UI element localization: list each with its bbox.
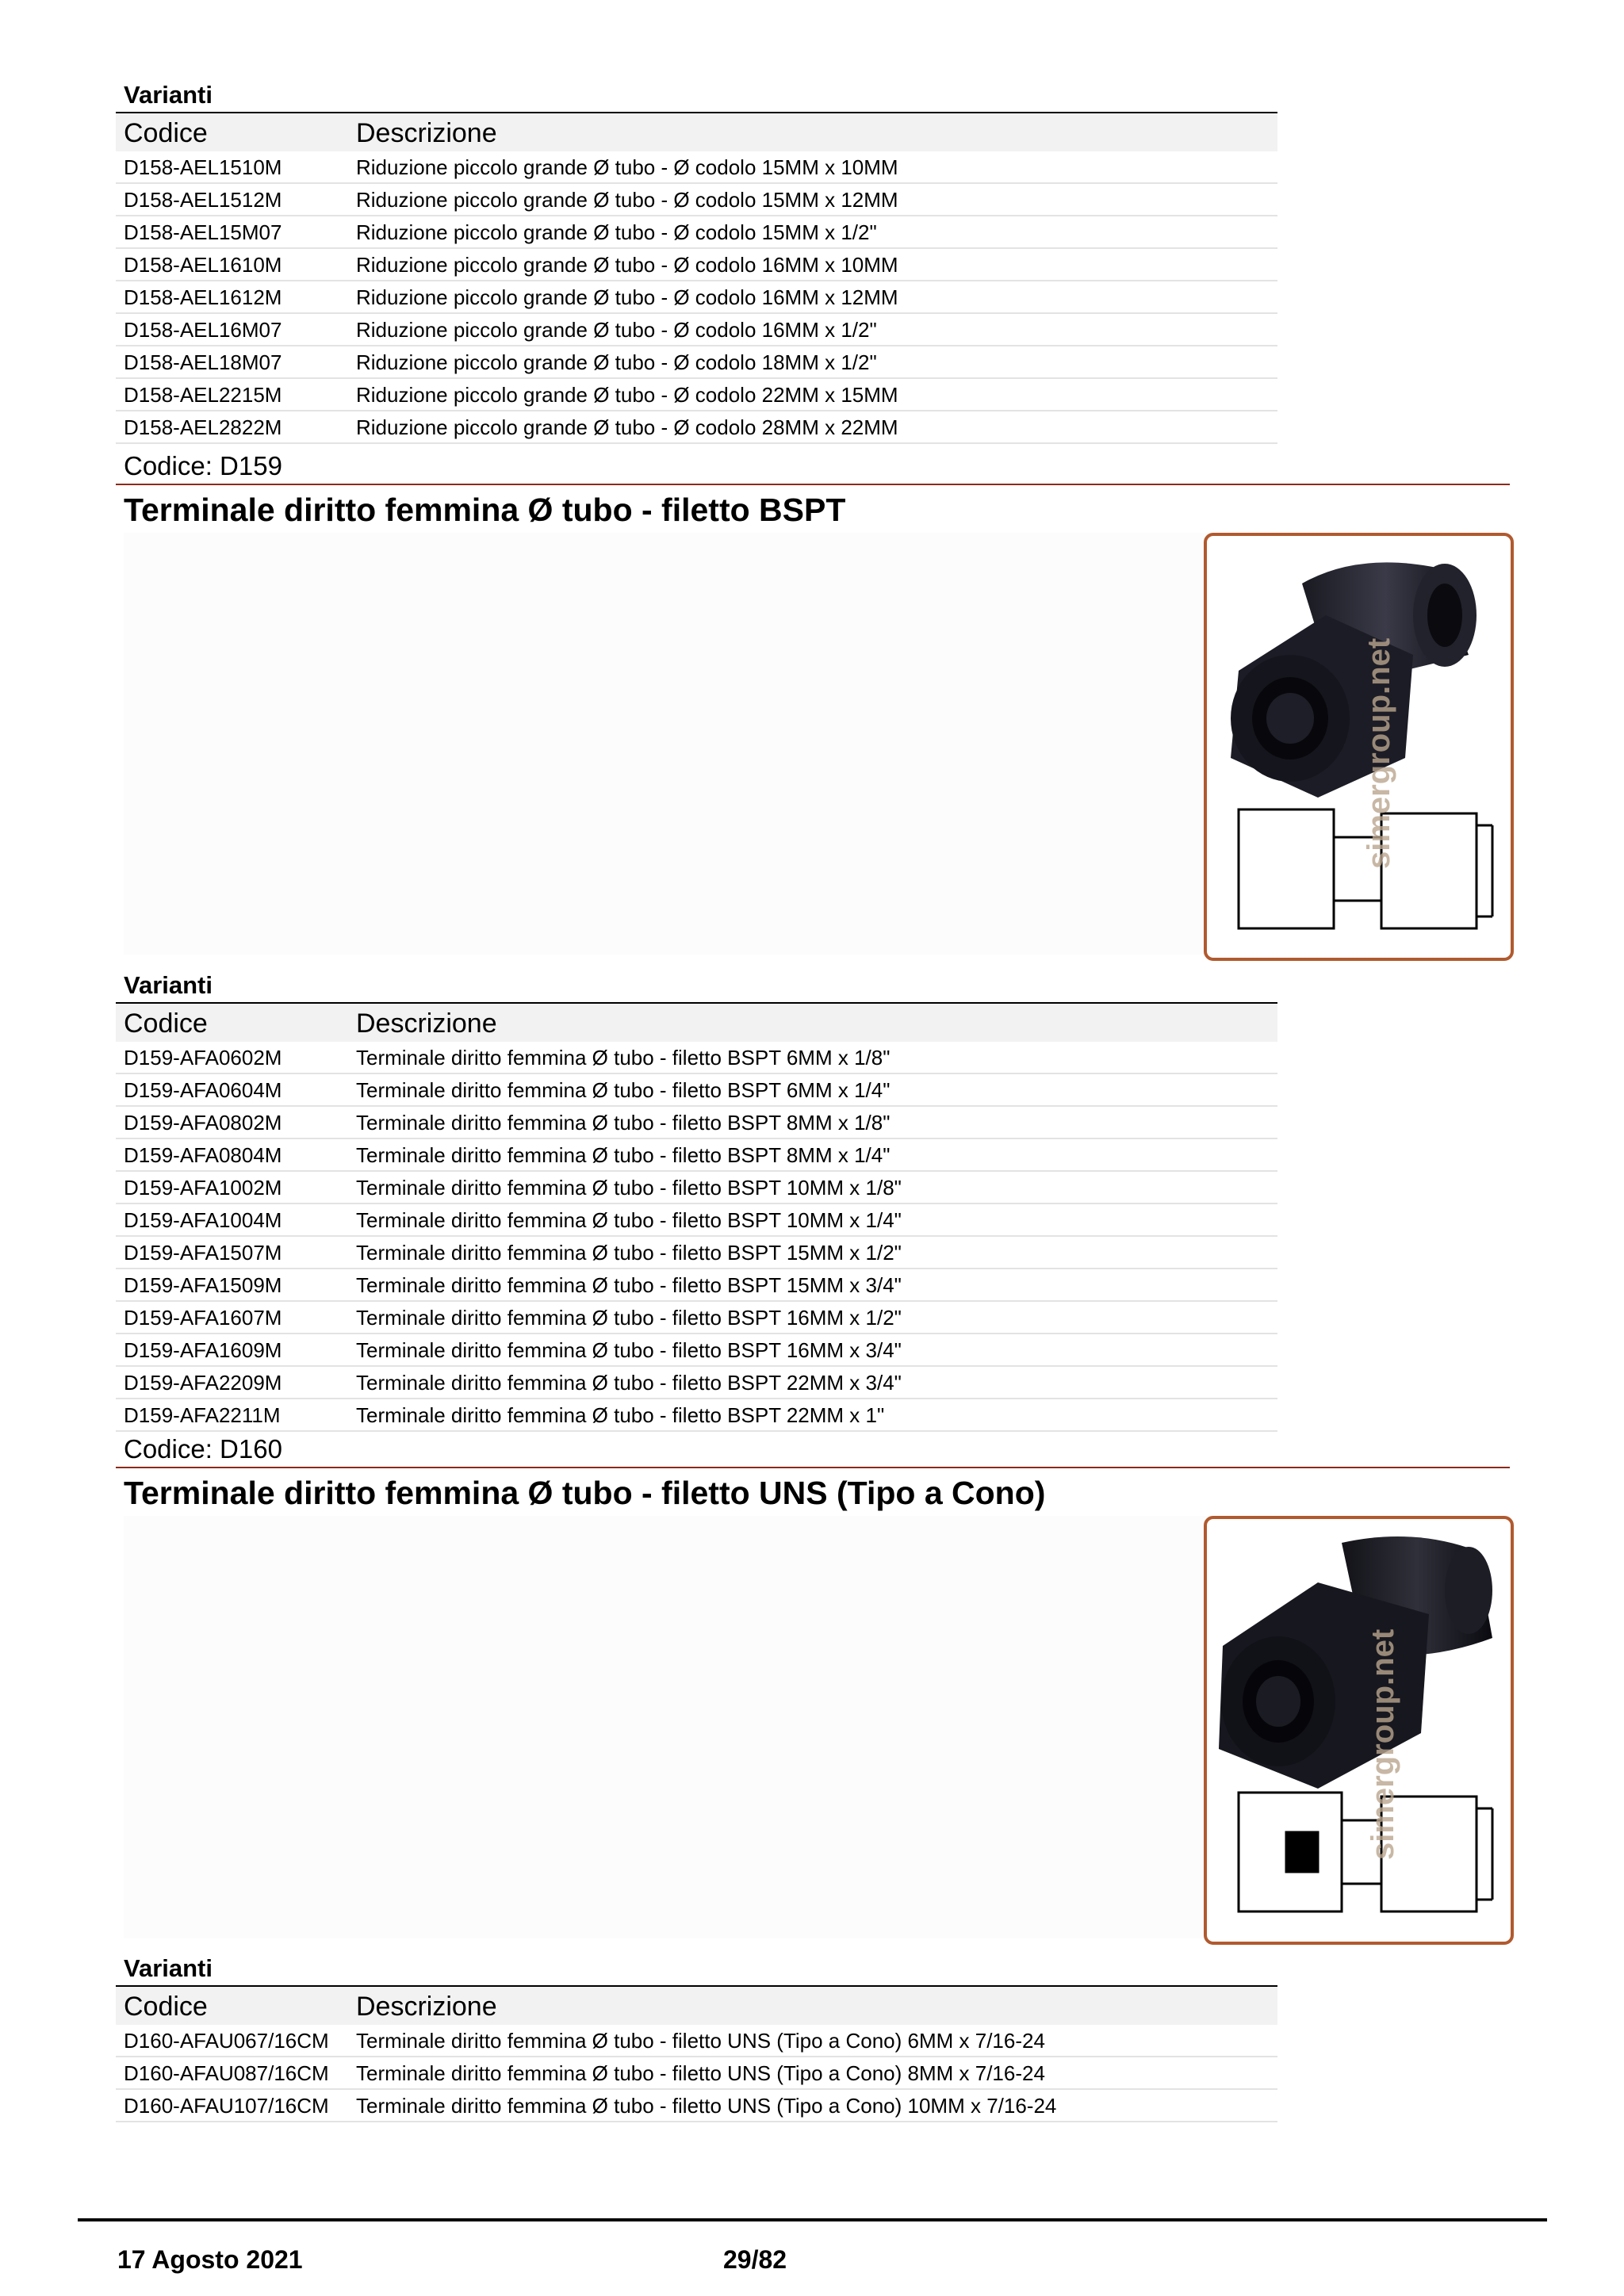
header-code: Codice	[124, 1008, 208, 1039]
table-row	[116, 1334, 1277, 1367]
variant-description: Terminale diritto femmina Ø tubo - filetto UNS (Tipo a Cono) 10MM x 7/16-24	[356, 2094, 1057, 2118]
variants-table	[116, 1002, 1277, 1432]
variant-description: Terminale diritto femmina Ø tubo - filetto BSPT 22MM x 1"	[356, 1403, 885, 1427]
section-divider	[116, 484, 1510, 485]
variant-description: Terminale diritto femmina Ø tubo - filetto BSPT 10MM x 1/4"	[356, 1208, 902, 1232]
product-image-d160	[1204, 1516, 1514, 1945]
table-row	[116, 411, 1277, 444]
variant-code: D159-AFA0602M	[124, 1046, 282, 1070]
variant-description: Terminale diritto femmina Ø tubo - filetto BSPT 10MM x 1/8"	[356, 1176, 902, 1200]
variant-description: Terminale diritto femmina Ø tubo - filetto BSPT 16MM x 3/4"	[356, 1338, 902, 1362]
table-body	[116, 1042, 1277, 1432]
variant-code: D158-AEL16M07	[124, 318, 282, 342]
variant-description: Terminale diritto femmina Ø tubo - filetto UNS (Tipo a Cono) 6MM x 7/16-24	[356, 2029, 1045, 2053]
varianti-heading: Varianti	[124, 971, 213, 999]
variant-code: D160-AFAU087/16CM	[124, 2061, 329, 2085]
variant-code: D159-AFA0802M	[124, 1111, 282, 1135]
table-row	[116, 1237, 1277, 1269]
watermark-text: simergroup.net	[1365, 1628, 1400, 1860]
table-row	[116, 281, 1277, 314]
variant-code: D158-AEL2822M	[124, 415, 282, 439]
varianti-heading: Varianti	[124, 1954, 213, 1982]
variant-code: D158-AEL15M07	[124, 220, 282, 244]
table-row	[116, 1367, 1277, 1399]
variant-code: D158-AEL1610M	[124, 253, 282, 277]
variant-code: D158-AEL1510M	[124, 155, 282, 179]
table-row	[116, 1107, 1277, 1139]
variant-description: Terminale diritto femmina Ø tubo - filetto BSPT 15MM x 1/2"	[356, 1241, 902, 1265]
variant-code: D159-AFA1509M	[124, 1273, 282, 1297]
header-description: Descrizione	[356, 118, 497, 148]
table-header	[116, 1002, 1277, 1042]
variant-description: Terminale diritto femmina Ø tubo - filetto BSPT 8MM x 1/8"	[356, 1111, 891, 1135]
variant-description: Riduzione piccolo grande Ø tubo - Ø codolo 22MM x 15MM	[356, 383, 898, 407]
table-row	[116, 184, 1277, 216]
variant-description: Riduzione piccolo grande Ø tubo - Ø codolo 15MM x 12MM	[356, 188, 898, 212]
variant-description: Terminale diritto femmina Ø tubo - filetto BSPT 22MM x 3/4"	[356, 1371, 902, 1395]
product-title: Terminale diritto femmina Ø tubo - filetto UNS (Tipo a Cono)	[124, 1475, 1046, 1511]
variant-code: D160-AFAU107/16CM	[124, 2094, 329, 2118]
table-row	[116, 1172, 1277, 1204]
footer-page-number: 29/82	[723, 2245, 787, 2274]
variant-description: Riduzione piccolo grande Ø tubo - Ø codolo 16MM x 10MM	[356, 253, 898, 277]
variant-description: Riduzione piccolo grande Ø tubo - Ø codolo 15MM x 10MM	[356, 155, 898, 179]
product-code-label: Codice: D159	[124, 451, 282, 480]
fitting-illustration	[1207, 1519, 1511, 1942]
table-header	[116, 1985, 1277, 2025]
table-row	[116, 2090, 1277, 2122]
table-row	[116, 151, 1277, 184]
table-row	[116, 379, 1277, 411]
varianti-heading: Varianti	[124, 81, 213, 109]
fitting-illustration	[1207, 536, 1511, 958]
header-description: Descrizione	[356, 1008, 497, 1039]
table-row	[116, 1042, 1277, 1074]
table-row	[116, 2057, 1277, 2090]
variants-table	[116, 112, 1277, 444]
variant-code: D158-AEL2215M	[124, 383, 282, 407]
variants-table	[116, 1985, 1277, 2122]
table-row	[116, 314, 1277, 346]
variant-code: D159-AFA2209M	[124, 1371, 282, 1395]
variant-description: Riduzione piccolo grande Ø tubo - Ø codolo 16MM x 12MM	[356, 285, 898, 309]
variant-description: Terminale diritto femmina Ø tubo - filetto UNS (Tipo a Cono) 8MM x 7/16-24	[356, 2061, 1045, 2085]
table-row	[116, 216, 1277, 249]
header-description: Descrizione	[356, 1992, 497, 2022]
variant-code: D159-AFA1609M	[124, 1338, 282, 1362]
header-code: Codice	[124, 118, 208, 148]
variant-code: D159-AFA1507M	[124, 1241, 282, 1265]
footer-date: 17 Agosto 2021	[117, 2245, 303, 2274]
table-header	[116, 112, 1277, 151]
variant-code: D159-AFA1002M	[124, 1176, 282, 1200]
footer-divider	[78, 2218, 1547, 2221]
variant-description: Riduzione piccolo grande Ø tubo - Ø codolo 18MM x 1/2"	[356, 350, 877, 374]
table-row	[116, 1139, 1277, 1172]
product-code-label: Codice: D160	[124, 1434, 282, 1464]
variant-description: Terminale diritto femmina Ø tubo - filetto BSPT 15MM x 3/4"	[356, 1273, 902, 1297]
table-body	[116, 2025, 1277, 2122]
variant-description: Riduzione piccolo grande Ø tubo - Ø codolo 15MM x 1/2"	[356, 220, 877, 244]
variant-description: Riduzione piccolo grande Ø tubo - Ø codolo 16MM x 1/2"	[356, 318, 877, 342]
variant-code: D158-AEL18M07	[124, 350, 282, 374]
table-row	[116, 1204, 1277, 1237]
variant-code: D160-AFAU067/16CM	[124, 2029, 329, 2053]
variant-code: D159-AFA0604M	[124, 1078, 282, 1102]
table-row	[116, 249, 1277, 281]
table-row	[116, 346, 1277, 379]
variant-description: Terminale diritto femmina Ø tubo - filetto BSPT 8MM x 1/4"	[356, 1143, 891, 1167]
table-row	[116, 1399, 1277, 1432]
watermark-text: simergroup.net	[1362, 637, 1396, 869]
section-divider	[116, 1467, 1510, 1468]
variant-code: D159-AFA2211M	[124, 1403, 281, 1427]
variant-code: D158-AEL1612M	[124, 285, 282, 309]
table-row	[116, 2025, 1277, 2057]
table-row	[116, 1269, 1277, 1302]
variant-description: Riduzione piccolo grande Ø tubo - Ø codolo 28MM x 22MM	[356, 415, 898, 439]
variant-code: D159-AFA1607M	[124, 1306, 282, 1330]
variant-description: Terminale diritto femmina Ø tubo - filetto BSPT 6MM x 1/8"	[356, 1046, 891, 1070]
table-body	[116, 151, 1277, 444]
variant-code: D158-AEL1512M	[124, 188, 282, 212]
header-code: Codice	[124, 1992, 208, 2022]
table-row	[116, 1074, 1277, 1107]
variant-description: Terminale diritto femmina Ø tubo - filetto BSPT 6MM x 1/4"	[356, 1078, 891, 1102]
product-image-d159	[1204, 533, 1514, 961]
variant-code: D159-AFA1004M	[124, 1208, 282, 1232]
product-title: Terminale diritto femmina Ø tubo - filetto BSPT	[124, 492, 846, 528]
variant-code: D159-AFA0804M	[124, 1143, 282, 1167]
variant-description: Terminale diritto femmina Ø tubo - filetto BSPT 16MM x 1/2"	[356, 1306, 902, 1330]
table-row	[116, 1302, 1277, 1334]
